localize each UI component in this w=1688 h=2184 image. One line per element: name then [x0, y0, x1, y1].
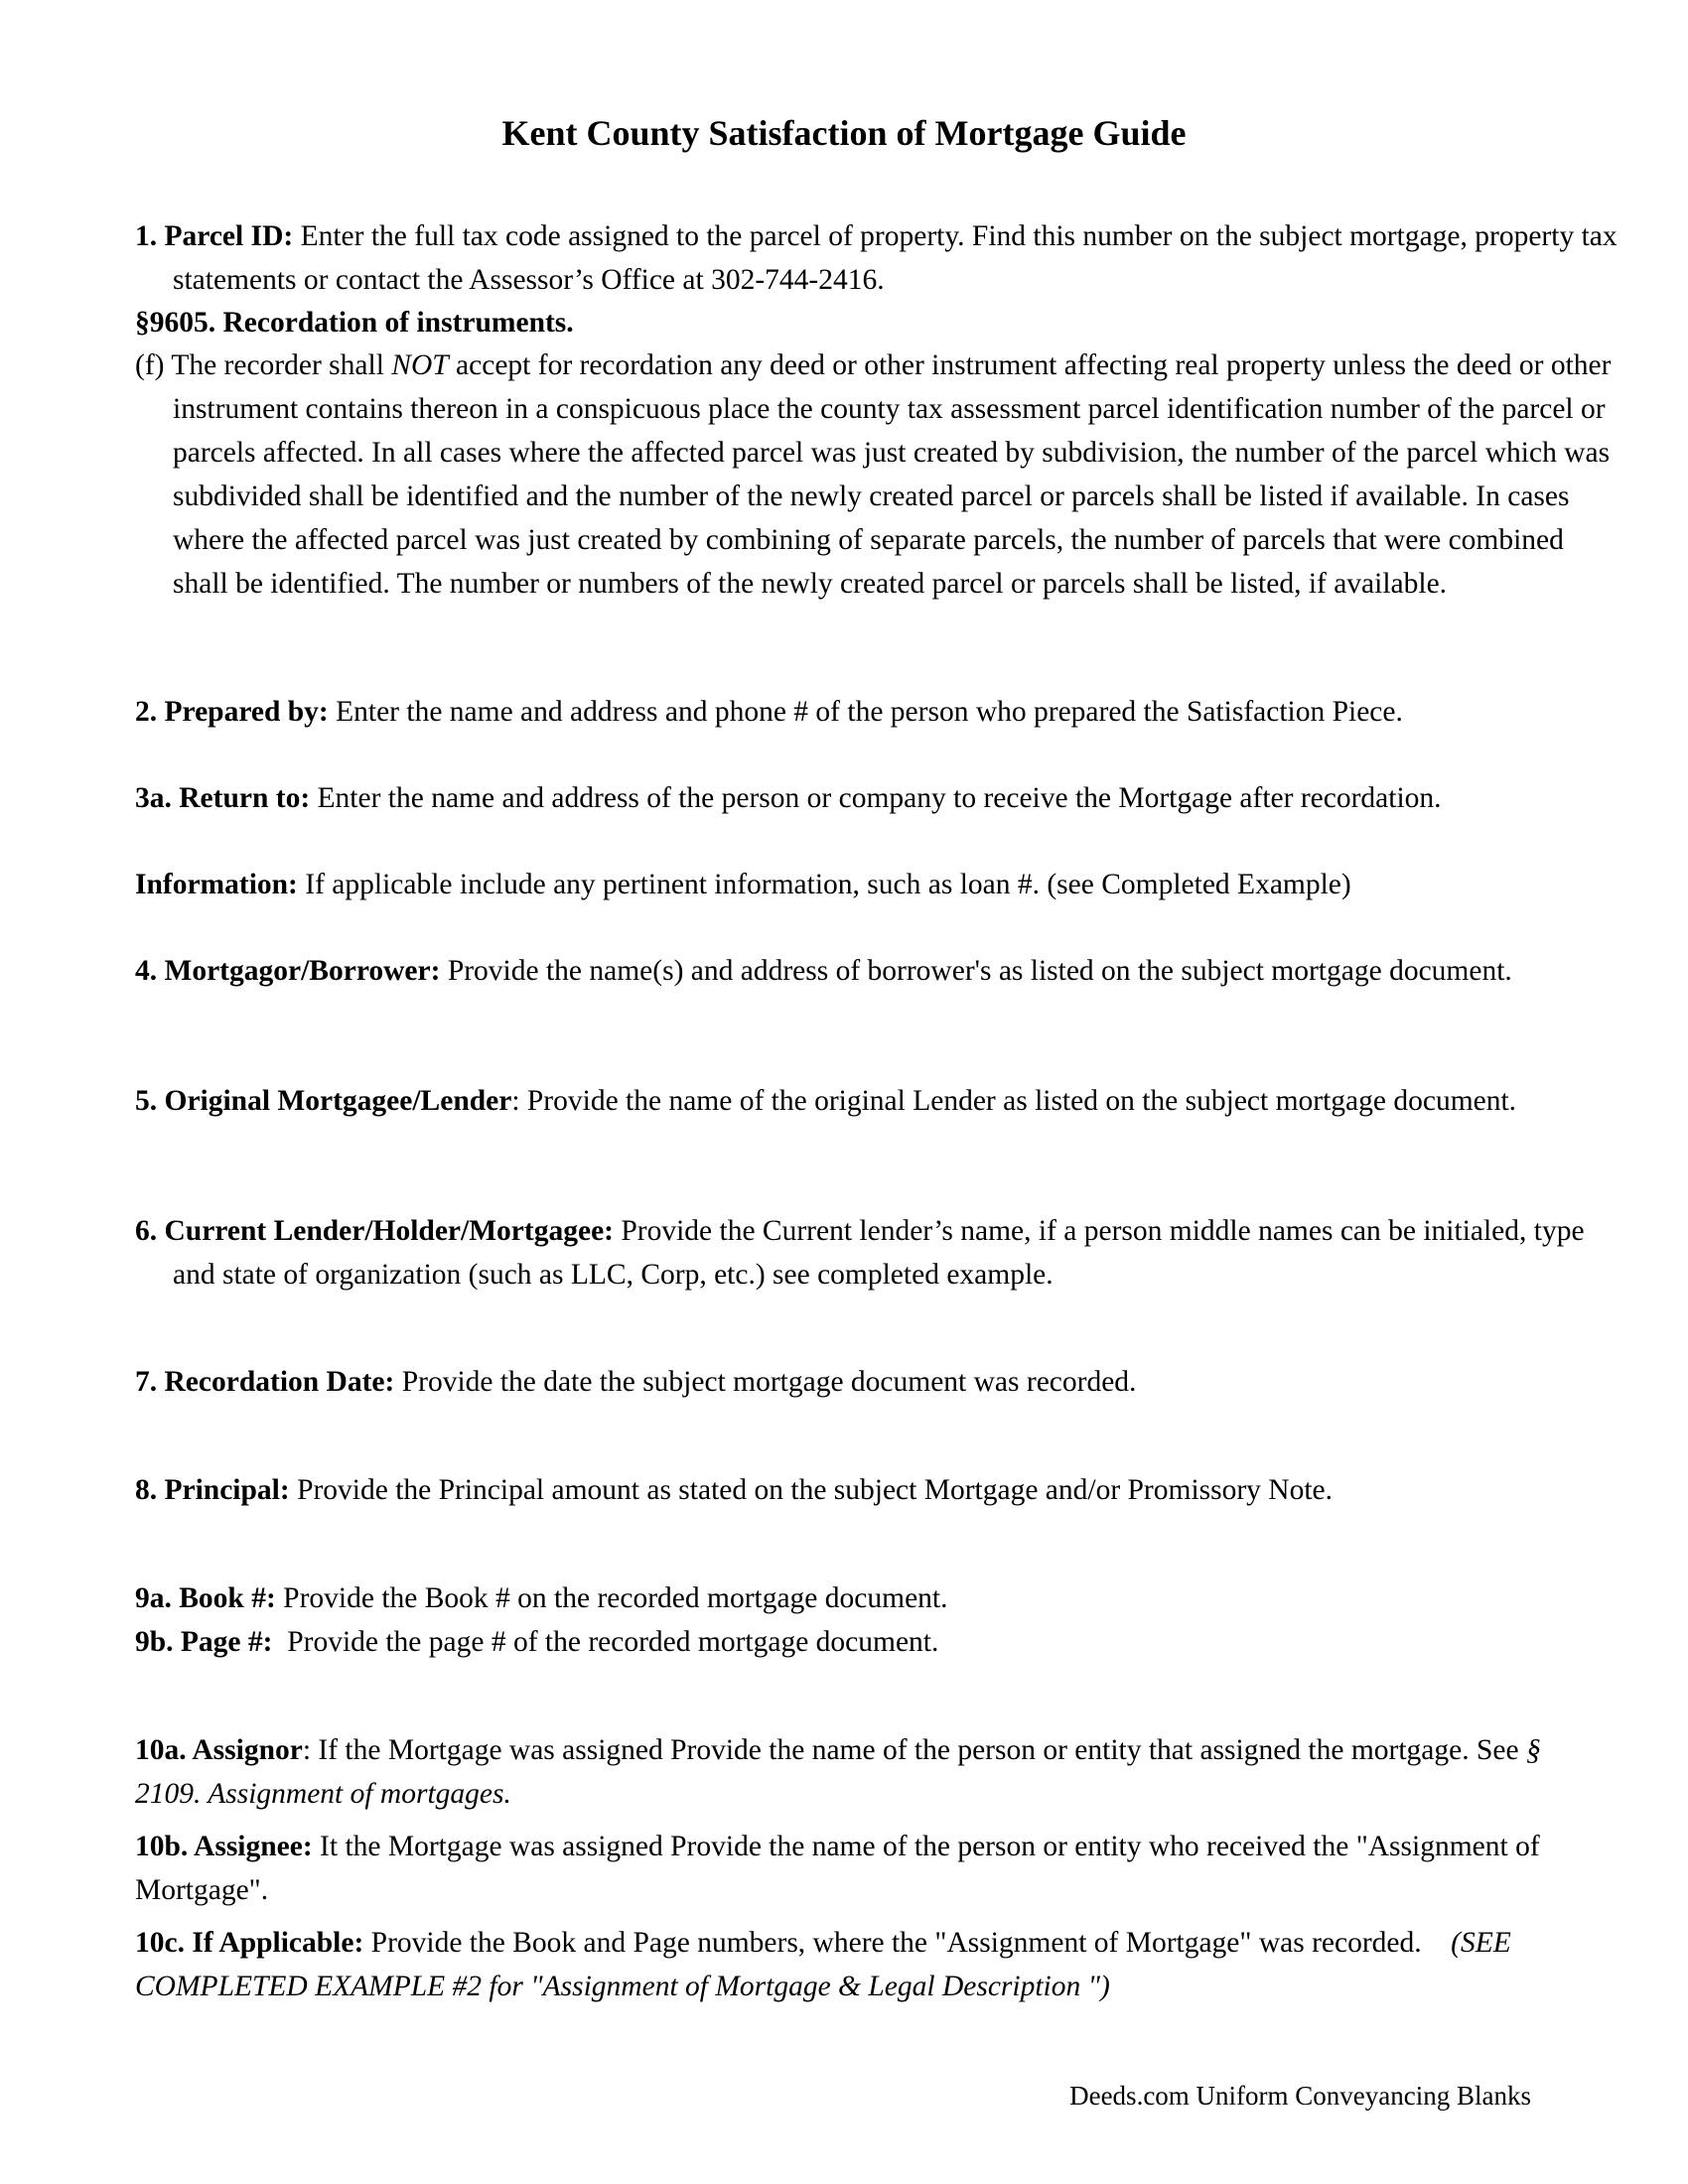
completed-example-note: (SEE COMPLETED EXAMPLE #2 for "Assignment of Mortgage & Legal Description ") — [135, 1927, 1511, 2002]
section-label: 10c. If Applicable: — [135, 1927, 364, 1959]
section-10a-assignor — [135, 1728, 1585, 1816]
section-label: Information: — [135, 869, 298, 900]
section-6-current-lender — [135, 1209, 1622, 1297]
statute-heading: §9605. Recordation of instruments. — [135, 307, 574, 339]
footer-brand: Deeds.com Uniform Conveyancing Blanks — [1069, 2081, 1531, 2111]
section-information — [135, 863, 1585, 906]
section-text: Provide the Principal amount as stated on the subject Mortgage and/or Promissory Note. — [289, 1474, 1334, 1506]
section-3a-return-to — [135, 776, 1622, 820]
section-text: Provide the Book and Page numbers, where the "Assignment of Mortgage" was recorded. — [363, 1927, 1452, 1959]
section-text: Provide the Book # on the recorded mortgage document. — [275, 1582, 948, 1614]
section-9a-book — [135, 1576, 1622, 1620]
section-label: 9b. Page #: — [135, 1626, 273, 1658]
section-4-mortgagor — [135, 949, 1622, 993]
section-text: Provide the date the subject mortgage document was recorded. — [394, 1366, 1137, 1398]
section-text: Enter the name and address of the person or company to receive the Mortgage after recordation. — [310, 782, 1442, 814]
page-title: Kent County Satisfaction of Mortgage Guide — [501, 113, 1187, 153]
section-label: 2. Prepared by: — [135, 696, 329, 728]
section-label: 5. Original Mortgagee/Lender — [135, 1085, 512, 1117]
section-text: Enter the name and address and phone # of the person who prepared the Satisfaction Piece. — [328, 696, 1403, 728]
section-text: If applicable include any pertinent information, such as loan #. (see Completed Example) — [297, 869, 1351, 900]
section-label: 10a. Assignor — [135, 1734, 303, 1766]
section-label: 8. Principal: — [135, 1474, 290, 1506]
section-text: Enter the full tax code assigned to the parcel of property. Find this number on the subject mortgage, property tax statements or contact the Assessor’s Office at 302-744-2416. — [173, 220, 1618, 296]
section-9b-page — [135, 1620, 1622, 1664]
section-text: : Provide the name of the original Lender as listed on the subject mortgage document. — [511, 1085, 1517, 1117]
section-7-recordation-date — [135, 1360, 1622, 1404]
statute-text: (f) The recorder shall NOT accept for recordation any deed or other instrument affecting real property unless the deed or other instrument contains thereon in a conspicuous place the county tax assessment parcel identification number of the parcel or parcels affected. In all cases where the affected parcel was just created by subdivision, the number of the parcel which was subdivided shall be identified and the number of the newly created parcel or parcels shall be listed if available. In cases where the affected parcel was just created by combining of separate parcels, the number of parcels that were combined shall be identified. The number or numbers of the newly created parcel or parcels shall be listed, if available. — [135, 349, 1612, 600]
section-text: Provide the name(s) and address of borrower's as listed on the subject mortgage document. — [440, 955, 1512, 987]
section-5-original-mortgagee — [135, 1079, 1622, 1123]
section-label: 6. Current Lender/Holder/Mortgagee: — [135, 1215, 614, 1247]
section-1-parcel-id — [135, 214, 1622, 302]
section-label: 7. Recordation Date: — [135, 1366, 395, 1398]
section-label: 1. Parcel ID: — [135, 220, 294, 252]
section-8-principal — [135, 1468, 1622, 1512]
statute-reference: § 2109. Assignment of mortgages. — [135, 1734, 1541, 1810]
section-10c-if-applicable — [135, 1921, 1585, 2008]
section-10b-assignee — [135, 1825, 1585, 1912]
section-2-prepared-by — [135, 690, 1622, 734]
section-text: It the Mortgage was assigned Provide the name of the person or entity who received the "Assignment of Mortgage". — [135, 1831, 1540, 1906]
statute-emphasis: NOT — [391, 349, 449, 381]
section-label: 10b. Assignee: — [135, 1831, 313, 1862]
section-label: 3a. Return to: — [135, 782, 311, 814]
section-label: 4. Mortgagor/Borrower: — [135, 955, 441, 987]
section-text: : If the Mortgage was assigned Provide the name of the person or entity that assigned the mortgage. See — [302, 1734, 1526, 1766]
section-text: Provide the Current lender’s name, if a person middle names can be initialed, type and state of organization (such as LLC, Corp, etc.) see completed example. — [173, 1215, 1585, 1291]
section-label: 9a. Book #: — [135, 1582, 276, 1614]
section-text: Provide the page # of the recorded mortgage document. — [272, 1626, 939, 1658]
